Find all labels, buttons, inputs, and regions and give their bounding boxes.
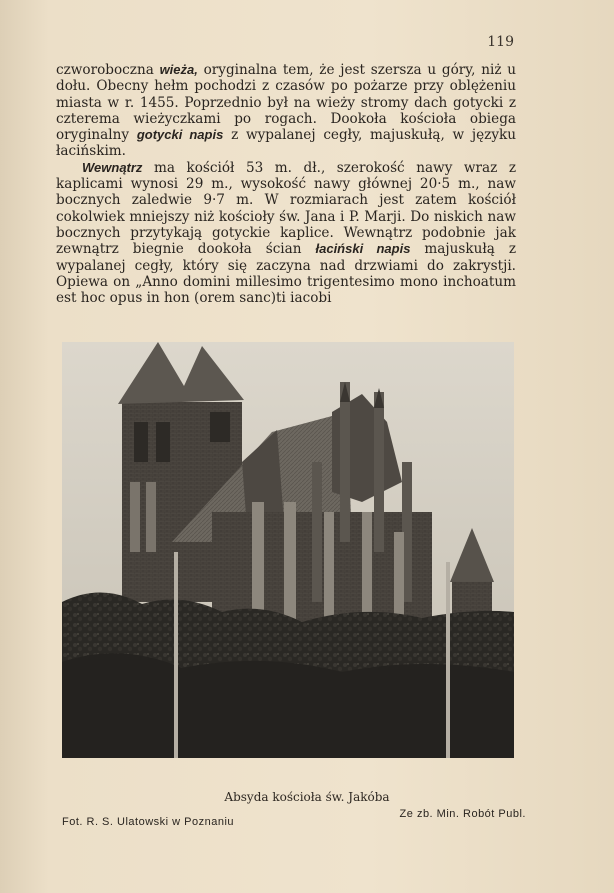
- emphasized-term: Wewnątrz: [82, 159, 143, 175]
- text-run: oryginalna tem, że jest szersza u góry, niż u dołu. Obecny hełm pochodzi z czasów po pożarze przy oblężeniu miasta w r. 1455. Poprzednio był na wieży stromy dach gotycki z czterema wieżyczkami po rogach. Dookoła kościoła obiega oryginalny: [56, 62, 516, 144]
- emphasized-term: łaciński napis: [315, 241, 411, 257]
- photo-credit: Fot. R. S. Ulatowski w Poznaniu: [62, 816, 235, 828]
- church-apse-image: [62, 342, 514, 758]
- church-photograph: [62, 342, 514, 758]
- text-run: czworoboczna: [56, 62, 160, 78]
- paragraph: [56, 62, 516, 160]
- page-number: 119: [487, 34, 514, 50]
- paragraph: [56, 160, 516, 307]
- collection-credit: Ze zb. Min. Robót Publ.: [399, 808, 526, 820]
- figure-caption: Absyda kościoła św. Jakóba: [224, 790, 390, 804]
- text-run: ma kościół 53 m. dł., szerokość nawy wraz z kaplicami wynosi 29 m., wysokość nawy głównej 20·5 m., naw bocznych zaledwie 9·7 m. W rozmiarach jest zatem kościół cokolwiek mniejszy niż kościoły św. Jana i P. Marji. Do niskich naw bocznych przytykają gotyckie kaplice. Wewnątrz podobnie jak zewnątrz biegnie dookoła ścian: [56, 159, 516, 258]
- emphasized-term: gotycki napis: [136, 127, 224, 143]
- text-run: majuskułą z wypalanej cegły, który się zaczyna nad drzwiami do zakrystji. Opiewa on „Anno domini millesimo trigentesimo mono inchoatum est hoc opus in hon (orem sanc)ti iacobi: [56, 241, 517, 307]
- emphasized-term: wieża,: [159, 62, 198, 77]
- body-text: [56, 62, 516, 306]
- text-run: z wypalanej cegły, majuskułą, w języku łacińskim.: [56, 127, 517, 160]
